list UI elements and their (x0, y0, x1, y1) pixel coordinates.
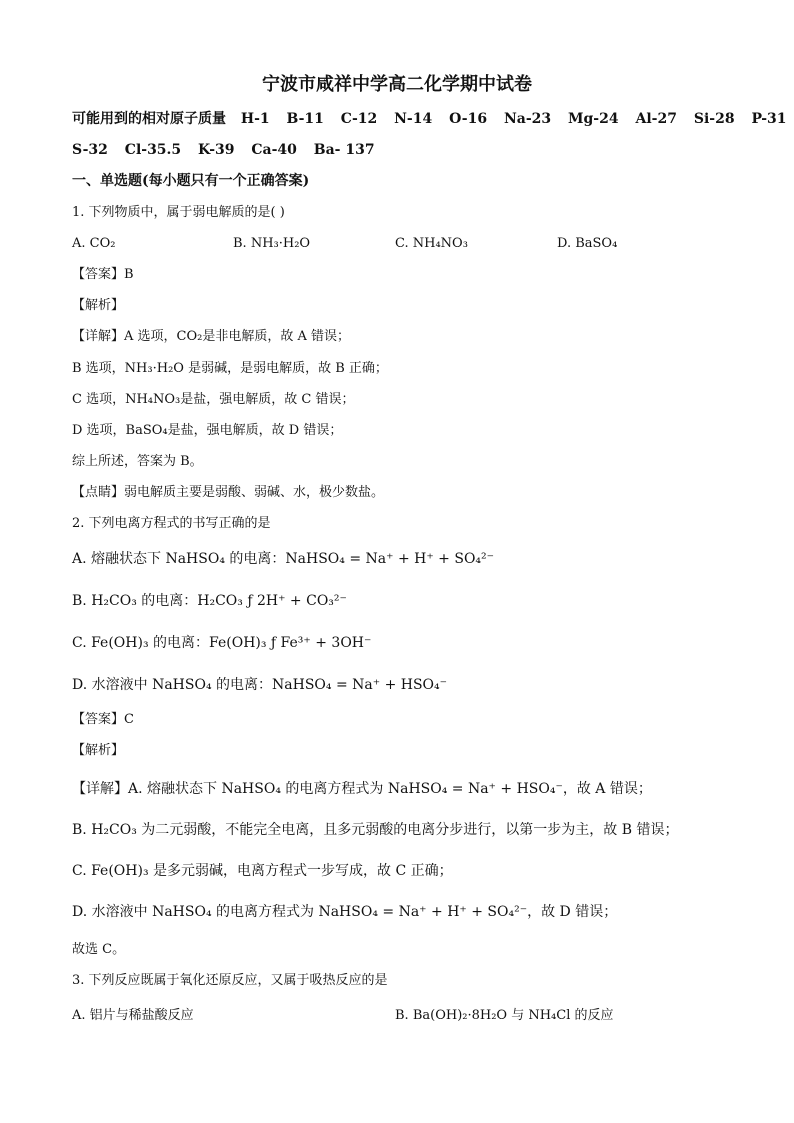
detail-line: 【详解】A 选项，CO₂是非电解质，故 A 错误； (72, 329, 350, 344)
detail-line: C. Fe(OH)₃ 是多元弱碱，电离方程式一步写成，故 C 正确； (72, 863, 453, 879)
atomic-mass-item: N-14 (394, 111, 433, 127)
option-d: D. BaSO₄ (557, 236, 618, 251)
question-stem: 3. 下列反应既属于氧化还原反应，又属于吸热反应的是 (72, 973, 388, 988)
question-stem: 2. 下列电离方程式的书写正确的是 (72, 516, 271, 531)
atomic-mass-item: Ca-40 (251, 142, 297, 158)
atomic-mass-item: Na-23 (503, 111, 552, 127)
detail-line: C 选项，NH₄NO₃是盐，强电解质，故 C 错误； (72, 392, 355, 407)
comment-line: 【点睛】弱电解质主要是弱酸、弱碱、水，极少数盐。 (72, 485, 385, 500)
summary-line: 综上所述，答案为 B。 (72, 454, 203, 469)
atomic-mass-item: O-16 (449, 111, 488, 127)
atomic-mass-item: Ba- 137 (313, 142, 375, 158)
analysis-label: 【解析】 (72, 298, 125, 313)
option-a: A. 铝片与稀盐酸反应 (72, 1008, 194, 1023)
atomic-mass-item: Si-28 (693, 111, 735, 127)
analysis-label: 【解析】 (72, 743, 125, 758)
atomic-mass-item: H-1 (240, 111, 270, 127)
atomic-mass-item: B-11 (286, 111, 324, 127)
option-c: C. Fe(OH)₃ 的电离：Fe(OH)₃ ƒ Fe³⁺ + 3OH⁻ (72, 635, 372, 651)
option-c: C. NH₄NO₃ (395, 236, 468, 251)
option-d: D. 水溶液中 NaHSO₄ 的电离：NaHSO₄ = Na⁺ + HSO₄⁻ (72, 677, 448, 693)
atomic-mass-item: Al-27 (635, 111, 677, 127)
page-title: 宁波市咸祥中学高二化学期中试卷 (262, 74, 532, 95)
atomic-mass-item: Mg-24 (568, 111, 619, 127)
detail-line: D 选项，BaSO₄是盐，强电解质，故 D 错误； (72, 423, 343, 438)
option-a: A. CO₂ (72, 236, 116, 251)
summary-line: 故选 C。 (72, 942, 126, 957)
detail-line: B. H₂CO₃ 为二元弱酸，不能完全电离，且多元弱酸的电离分步进行，以第一步为主，故 B 错误； (72, 822, 679, 838)
option-b: B. NH₃·H₂O (233, 236, 311, 251)
atomic-mass-line-2 (72, 141, 387, 159)
question-stem: 1. 下列物质中，属于弱电解质的是( ) (72, 205, 285, 220)
atomic-mass-item: K-39 (198, 142, 235, 158)
option-b: B. Ba(OH)₂·8H₂O 与 NH₄Cl 的反应 (395, 1008, 614, 1023)
option-a: A. 熔融状态下 NaHSO₄ 的电离：NaHSO₄ = Na⁺ + H⁺ + SO₄²⁻ (72, 551, 495, 567)
atomic-mass-item: P-31 (751, 111, 787, 127)
atomic-mass-item: S-32 (72, 142, 108, 158)
atomic-mass-item: Cl-35.5 (124, 142, 182, 158)
atomic-mass-item: C-12 (340, 111, 378, 127)
detail-line: B 选项，NH₃·H₂O 是弱碱，是弱电解质，故 B 正确； (72, 361, 388, 376)
atomic-mass-line-1 (72, 110, 794, 128)
detail-line: 【详解】A. 熔融状态下 NaHSO₄ 的电离方程式为 NaHSO₄ = Na⁺ + HSO₄⁻，故 A 错误； (72, 781, 652, 797)
option-b: B. H₂CO₃ 的电离：H₂CO₃ ƒ 2H⁺ + CO₃²⁻ (72, 593, 347, 609)
detail-line: D. 水溶液中 NaHSO₄ 的电离方程式为 NaHSO₄ = Na⁺ + H⁺ + SO₄²⁻，故 D 错误； (72, 904, 618, 920)
section-heading: 一、单选题(每小题只有一个正确答案) (72, 173, 310, 189)
atomic-mass-label: 可能用到的相对原子质量 (72, 111, 226, 127)
answer-label: 【答案】C (72, 712, 134, 727)
answer-label: 【答案】B (72, 267, 134, 282)
